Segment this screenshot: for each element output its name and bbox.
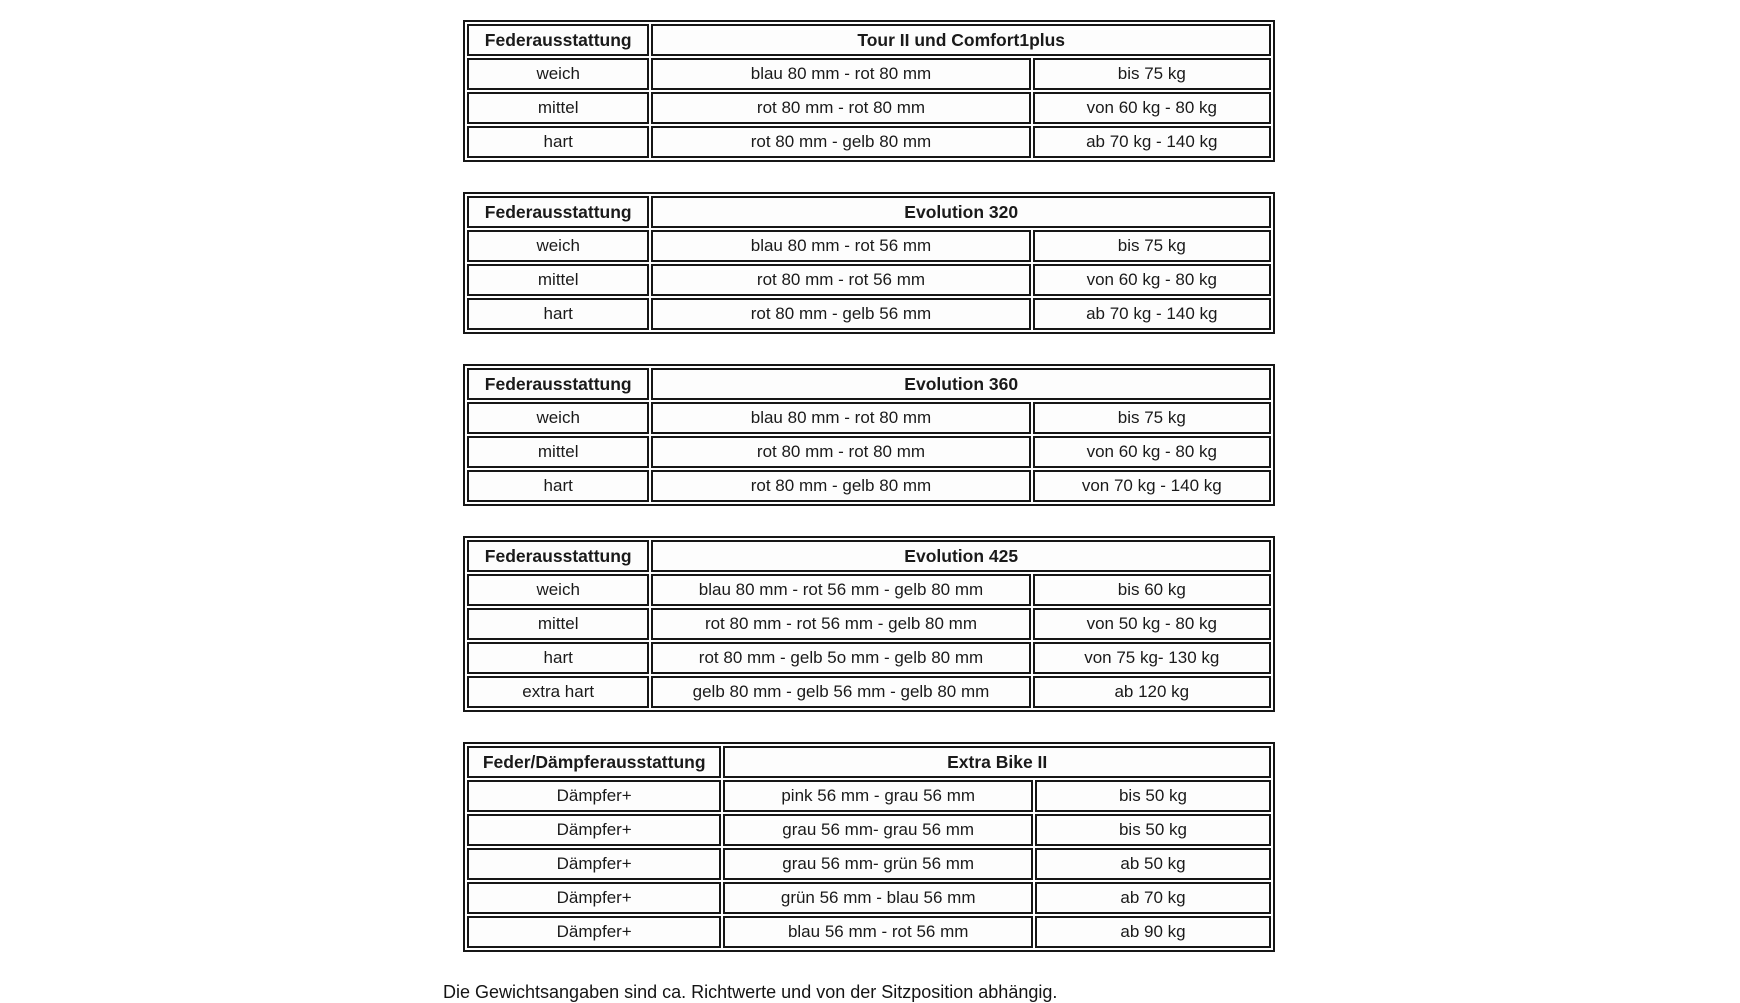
weight-cell: ab 50 kg [1035, 848, 1271, 880]
springs-cell: grau 56 mm- grau 56 mm [723, 814, 1033, 846]
springs-cell: rot 80 mm - gelb 56 mm [651, 298, 1030, 330]
table-evolution-425 [463, 536, 1275, 712]
table-row [467, 642, 1271, 674]
weight-cell: von 50 kg - 80 kg [1033, 608, 1271, 640]
springs-cell: pink 56 mm - grau 56 mm [723, 780, 1033, 812]
weight-cell: bis 50 kg [1035, 780, 1271, 812]
springs-cell: blau 80 mm - rot 56 mm - gelb 80 mm [651, 574, 1030, 606]
weight-cell: bis 75 kg [1033, 402, 1271, 434]
springs-cell: rot 80 mm - gelb 80 mm [651, 470, 1030, 502]
table-header-row [467, 196, 1271, 228]
table-row [467, 58, 1271, 90]
weight-cell: bis 60 kg [1033, 574, 1271, 606]
hardness-cell: hart [467, 470, 649, 502]
table-evolution-320 [463, 192, 1275, 334]
header-federausstattung: Federausstattung [467, 540, 649, 572]
weight-cell: ab 120 kg [1033, 676, 1271, 708]
hardness-cell: mittel [467, 436, 649, 468]
table-row [467, 676, 1271, 708]
table-header-row [467, 540, 1271, 572]
weight-cell: von 60 kg - 80 kg [1033, 436, 1271, 468]
table-row [467, 848, 1271, 880]
weight-cell: ab 90 kg [1035, 916, 1271, 948]
header-federausstattung: Federausstattung [467, 368, 649, 400]
weight-cell: bis 75 kg [1033, 230, 1271, 262]
table-header-row [467, 24, 1271, 56]
tables-container [443, 20, 1275, 1003]
header-model-name: Extra Bike II [723, 746, 1271, 778]
table-row [467, 882, 1271, 914]
table-row [467, 780, 1271, 812]
springs-cell: rot 80 mm - gelb 80 mm [651, 126, 1030, 158]
table-extra-bike-ii [463, 742, 1275, 952]
hardness-cell: weich [467, 574, 649, 606]
weight-cell: ab 70 kg - 140 kg [1033, 126, 1271, 158]
springs-cell: blau 80 mm - rot 80 mm [651, 402, 1030, 434]
table-row [467, 264, 1271, 296]
header-federausstattung: Federausstattung [467, 196, 649, 228]
table-row [467, 402, 1271, 434]
table-row [467, 298, 1271, 330]
table-header-row [467, 368, 1271, 400]
springs-cell: rot 80 mm - rot 56 mm [651, 264, 1030, 296]
weight-cell: von 70 kg - 140 kg [1033, 470, 1271, 502]
hardness-cell: hart [467, 642, 649, 674]
weight-cell: bis 75 kg [1033, 58, 1271, 90]
springs-cell: rot 80 mm - rot 80 mm [651, 436, 1030, 468]
springs-cell: rot 80 mm - rot 80 mm [651, 92, 1030, 124]
table-row [467, 126, 1271, 158]
table-row [467, 814, 1271, 846]
header-model-name: Evolution 425 [651, 540, 1271, 572]
springs-cell: gelb 80 mm - gelb 56 mm - gelb 80 mm [651, 676, 1030, 708]
hardness-cell: Dämpfer+ [467, 848, 721, 880]
springs-cell: grau 56 mm- grün 56 mm [723, 848, 1033, 880]
springs-cell: rot 80 mm - gelb 5o mm - gelb 80 mm [651, 642, 1030, 674]
weight-cell: ab 70 kg - 140 kg [1033, 298, 1271, 330]
weight-cell: ab 70 kg [1035, 882, 1271, 914]
header-model-name: Evolution 320 [651, 196, 1271, 228]
table-evolution-360 [463, 364, 1275, 506]
hardness-cell: extra hart [467, 676, 649, 708]
hardness-cell: weich [467, 230, 649, 262]
springs-cell: rot 80 mm - rot 56 mm - gelb 80 mm [651, 608, 1030, 640]
springs-cell: blau 80 mm - rot 80 mm [651, 58, 1030, 90]
weight-cell: von 75 kg- 130 kg [1033, 642, 1271, 674]
table-row [467, 574, 1271, 606]
hardness-cell: Dämpfer+ [467, 814, 721, 846]
springs-cell: blau 80 mm - rot 56 mm [651, 230, 1030, 262]
header-model-name: Evolution 360 [651, 368, 1271, 400]
springs-cell: grün 56 mm - blau 56 mm [723, 882, 1033, 914]
footer-note: Die Gewichtsangaben sind ca. Richtwerte und von der Sitzposition abhängig. [443, 982, 1058, 1002]
hardness-cell: Dämpfer+ [467, 780, 721, 812]
header-model-name: Tour II und Comfort1plus [651, 24, 1271, 56]
table-row [467, 470, 1271, 502]
table-tour-ii-comfort1plus [463, 20, 1275, 162]
weight-cell: von 60 kg - 80 kg [1033, 92, 1271, 124]
table-row [467, 436, 1271, 468]
hardness-cell: Dämpfer+ [467, 882, 721, 914]
header-feder-daempferausstattung: Feder/Dämpferausstattung [467, 746, 721, 778]
table-row [467, 92, 1271, 124]
springs-cell: blau 56 mm - rot 56 mm [723, 916, 1033, 948]
hardness-cell: hart [467, 298, 649, 330]
header-federausstattung: Federausstattung [467, 24, 649, 56]
hardness-cell: mittel [467, 264, 649, 296]
table-row [467, 916, 1271, 948]
table-row [467, 230, 1271, 262]
hardness-cell: weich [467, 402, 649, 434]
weight-cell: bis 50 kg [1035, 814, 1271, 846]
hardness-cell: hart [467, 126, 649, 158]
hardness-cell: weich [467, 58, 649, 90]
weight-cell: von 60 kg - 80 kg [1033, 264, 1271, 296]
hardness-cell: mittel [467, 608, 649, 640]
hardness-cell: Dämpfer+ [467, 916, 721, 948]
table-header-row [467, 746, 1271, 778]
hardness-cell: mittel [467, 92, 649, 124]
table-row [467, 608, 1271, 640]
